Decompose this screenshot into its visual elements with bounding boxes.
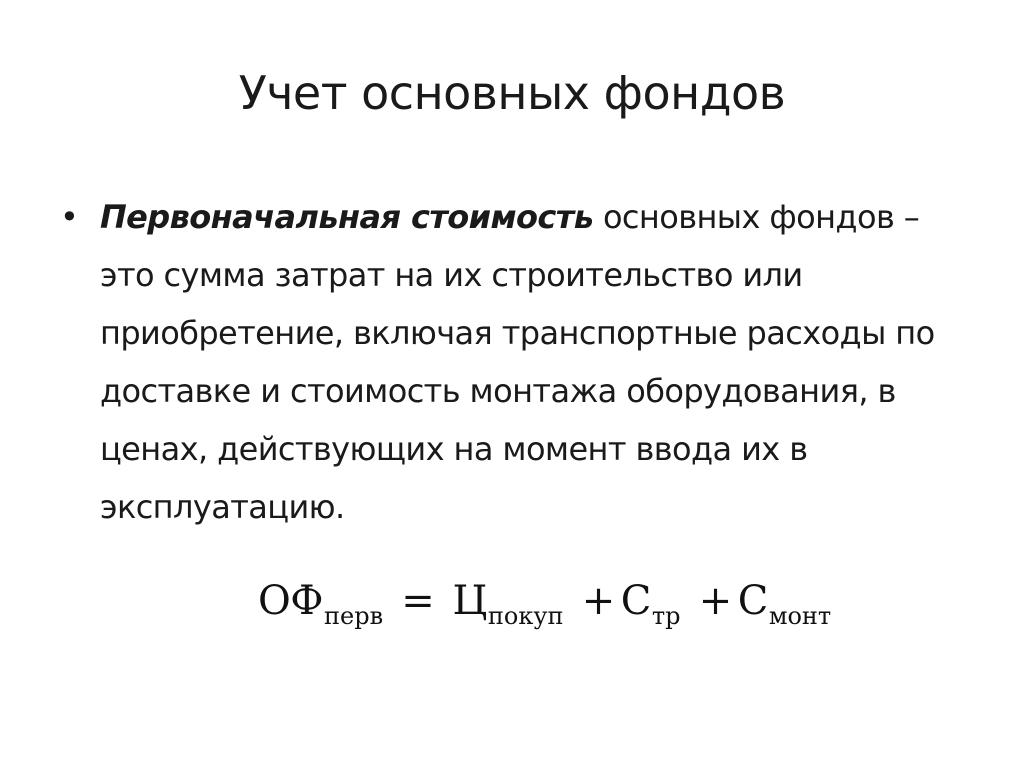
formula-lhs-sub: перв: [324, 602, 384, 630]
formula-term-3-sub: монт: [768, 602, 832, 630]
definition-term: Первоначальная стоимость: [100, 198, 594, 236]
formula-lhs: ОФ: [258, 578, 323, 624]
formula-term-2-sub: тр: [651, 602, 681, 630]
bullet-item: [100, 188, 960, 536]
bullet-marker: •: [60, 198, 79, 236]
definition-text: основных фондов – это сумма затрат на их строительство или приобретение, включая транспортные расходы по доставке и стоимость монтажа оборудования, в ценах, действующих на момент ввода их в эксплуатацию.: [100, 198, 935, 526]
formula-term-3: С: [737, 578, 768, 624]
formula: [258, 578, 832, 630]
formula-term-1-sub: покуп: [487, 602, 564, 630]
formula-plus-2: +: [698, 578, 732, 624]
slide-title: Учет основных фондов: [238, 66, 786, 120]
formula-plus-1: +: [581, 578, 615, 624]
formula-term-2: С: [620, 578, 651, 624]
formula-term-1: Ц: [452, 578, 487, 624]
formula-equals: =: [401, 578, 435, 624]
